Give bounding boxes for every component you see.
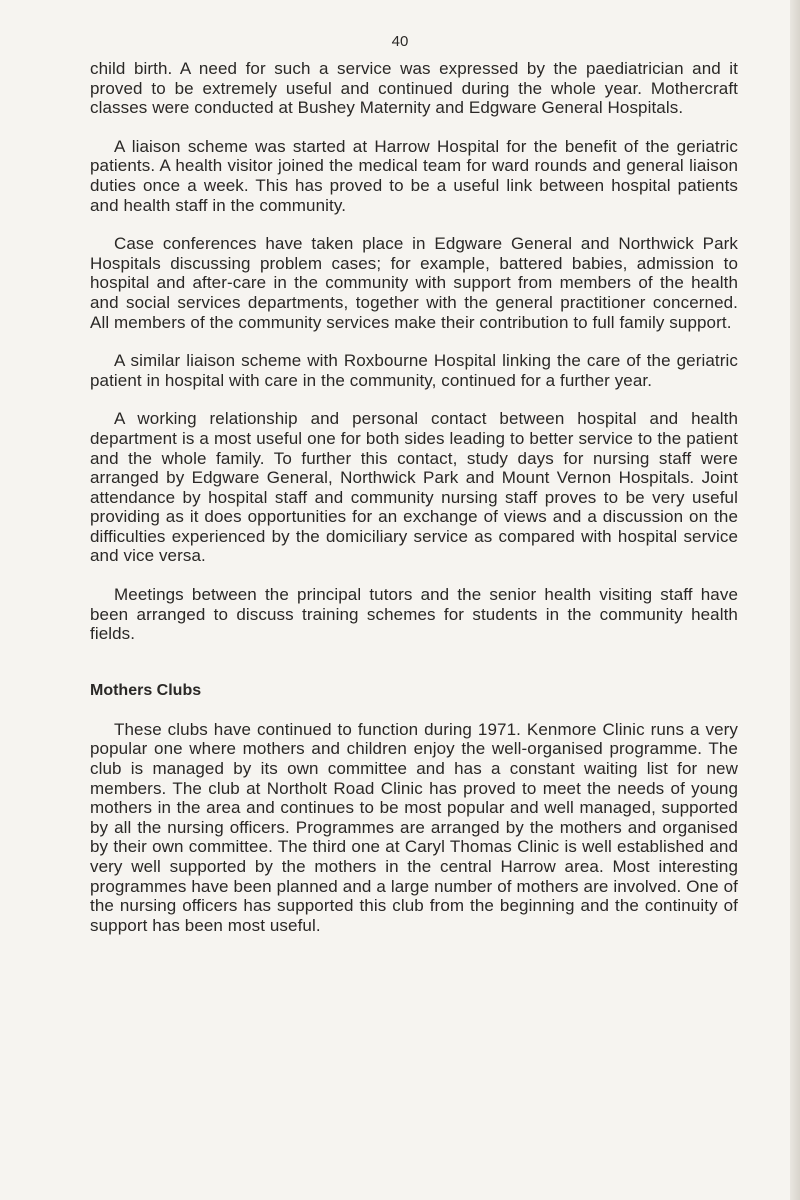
paragraph-childbirth-continuation: child birth. A need for such a service was expressed by the paediatrician and it proved to be extremely useful and continued during the whole year. Mothercraft classes were conducted at Bushey Maternity and Edgware General Hospitals. [90, 59, 738, 118]
page-number: 40 [391, 33, 409, 50]
paragraph-mothers-clubs: These clubs have continued to function during 1971. Kenmore Clinic runs a very popular one where mothers and children enjoy the well-organised programme. The club is managed by its own committee and has a constant waiting list for new members. The club at Northolt Road Clinic has proved to meet the needs of young mothers in the area and continues to be most popular and well managed, supported by all the nursing officers. Programmes are arranged by the mothers and organised by their own committee. The third one at Caryl Thomas Clinic is well established and very well supported by the mothers in the central Harrow area. Most interesting programmes have been planned and a large number of mothers are involved. One of the nursing officers has supported this club from the beginning and the continuity of support has been most useful. [90, 719, 738, 935]
section-heading-mothers-clubs: Mothers Clubs [90, 681, 202, 699]
paragraph-working-relationship: A working relationship and personal contact between hospital and health department is a most useful one for both sides leading to better service to the patient and the whole family. To further this contact, study days for nursing staff were arranged by Edgware General, Northwick Park and Mount Vernon Hospitals. Joint attendance by hospital staff and community nursing staff proves to be very useful providing as it does opportunities for an exchange of views and a discussion on the difficulties experienced by the domiciliary service as compared with hospital service and vice versa. [90, 409, 738, 566]
paragraph-roxbourne-liaison: A similar liaison scheme with Roxbourne Hospital linking the care of the geriatric patient in hospital with care in the community, continued for a further year. [90, 351, 738, 390]
paragraph-harrow-liaison: A liaison scheme was started at Harrow Hospital for the benefit of the geriatric patients. A health visitor joined the medical team for ward rounds and general liaison duties once a week. This has proved to be a useful link between hospital patients and health staff in the community. [90, 136, 738, 215]
paragraph-case-conferences: Case conferences have taken place in Edgware General and Northwick Park Hospitals discussing problem cases; for example, battered babies, admission to hospital and after-care in the community with support from members of the health and social services departments, together with the general practitioner concerned. All members of the community services make their contribution to full family support. [90, 234, 738, 332]
page-body [90, 59, 738, 954]
page-edge [790, 0, 800, 1200]
paragraph-tutor-meetings: Meetings between the principal tutors and the senior health visiting staff have been arranged to discuss training schemes for students in the community health fields. [90, 585, 738, 644]
